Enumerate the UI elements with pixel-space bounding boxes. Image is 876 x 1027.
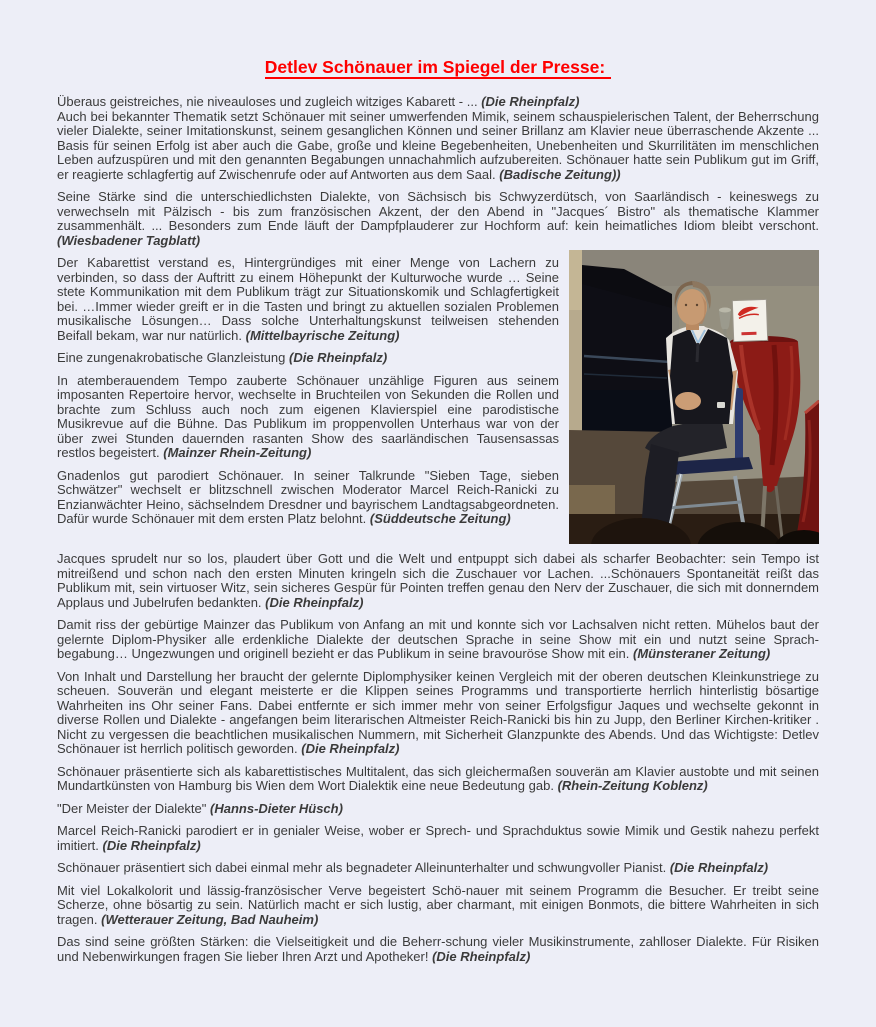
stage-photo-graphic xyxy=(569,250,819,544)
quote-text: Mit viel Lokalkolorit und lässig-französischer Verve begeistert Schö-nauer mit seinem Programm die Besucher. Er treibt seine Scherze, ohne bösartig zu sein. Natürlich macht er sich lustig, aber charmant, mit einigen Bonmots, die bittere Wahrheiten in sich tragen. xyxy=(57,882,819,927)
press-quote xyxy=(57,824,819,853)
press-quote xyxy=(57,552,819,610)
quote-text: Jacques sprudelt nur so los, plaudert über Gott und die Welt und entpuppt sich dabei als scharfer Beobachter: sein Tempo ist mitreißend und schon nach den ersten Minuten kringeln sich die Zuschauer vor Lachen. ...Schönauers Spontaneität reißt das Publikum mit, sein virtuoser Witz, sein sicheres Gespür für Pointen treffen genau den Nerv der Zuschauer, die sich mit donnerndem Applaus und Jubelrufen bedankten. xyxy=(57,551,819,610)
quote-source: (Rhein-Zeitung Koblenz) xyxy=(557,778,708,793)
quote-source: (Die Rheinpfalz) xyxy=(301,741,400,756)
quote-source: (Wiesbadener Tagblatt) xyxy=(57,232,201,248)
quote-source: (Mittelbayrische Zeitung) xyxy=(245,327,400,343)
quote-source: (Hanns-Dieter Hüsch) xyxy=(210,800,343,816)
quote-text: Marcel Reich-Ranicki parodiert er in genialer Weise, wober er Sprech- und Sprachduktus sowie Mimik und Gestik nahezu perfekt imitiert. xyxy=(57,823,819,853)
piano-silhouette xyxy=(582,265,672,432)
quote-source: (Wetterauer Zeitung, Bad Nauheim) xyxy=(101,911,319,927)
quote-text: Gnadenlos gut parodiert Schönauer. In seiner Talkrunde "Sieben Tage, sieben Schwätzer" wechselt er blitzschnell zwischen Moderator Marcel Reich-Ranicki zu Enzianwächter Heino, sächselndem Dresdner und bayrischem Landtagsabgeordneten. Dafür wurde Schönauer mit dem ersten Platz belohnt. xyxy=(57,467,559,526)
quote-source: (Süddeutsche Zeitung) xyxy=(369,511,511,526)
quote-source: (Mainzer Rhein-Zeitung) xyxy=(163,445,312,460)
quote-text: In atemberauendem Tempo zauberte Schönauer unzählige Figuren aus seinem imposanten Repertoire hervor, wechselte in Bruchteilen von Sekunden die Rollen und brachte zum Schluss auch noch zum eigenen Klavierspiel eine parodistische Musikrevue auf die Bühne. Das Publikum im proppenvollen Unterhaus war von der über zwei Stunden dauernden rasanten Show des saarländischen Tausensassas restlos begeistert. xyxy=(57,372,559,460)
page-title: Detlev Schönauer im Spiegel der Presse: xyxy=(57,56,819,78)
press-quote xyxy=(57,670,819,757)
press-quote xyxy=(57,190,819,248)
quote-source: (Die Rheinpfalz) xyxy=(432,948,531,964)
quote-source: (Die Rheinpfalz) xyxy=(289,350,388,365)
press-quote xyxy=(57,765,819,794)
quote-source: (Die Rheinpfalz) xyxy=(669,860,769,875)
quote-source: (Die Rheinpfalz) xyxy=(265,594,364,610)
sign-card xyxy=(732,299,767,341)
quote-text: Schönauer präsentierte sich als kabarettistisches Multitalent, das sich gleichermaßen souverän am Klavier austobte und mit seinen Mundartkünsten von Hamburg bis Wien dem Wort Dialektik eine neue Bedeutung gab. xyxy=(57,763,819,793)
press-quote xyxy=(57,95,819,110)
press-quote xyxy=(57,861,819,876)
press-quote xyxy=(57,618,819,662)
quote-source: (Münsteraner Zeitung) xyxy=(632,646,771,661)
quote-text: Damit riss der gebürtige Mainzer das Publikum von Anfang an mit und konnte sich vor Lachsalven nicht retten. Mühelos baut der gelernte Diplom-Physiker alle erdenkliche Dialekte der deutschen Sprache in seine Show mit ein und nutzt seine Sprach-begabung… Ungezwungen und originell bezieht er das Publikum in seine bravouröse Show mit ein. xyxy=(57,617,819,661)
press-quote xyxy=(57,884,819,928)
quote-text: Das sind seine größten Stärken: die Vielseitigkeit und die Beherr-schung vieler Musikinstrumente, zahlloser Dialekte. Für Risiken und Nebenwirkungen fragen Sie lieber Ihren Arzt und Apotheker! xyxy=(57,934,819,964)
stage-photo xyxy=(569,250,819,544)
quote-text: Schönauer präsentiert sich dabei einmal mehr als begnadeter Alleinunterhalter und schwungvoller Pianist. xyxy=(57,860,667,875)
quote-text: Eine zungenakrobatische Glanzleistung xyxy=(57,350,286,365)
quote-text: Auch bei bekannter Thematik setzt Schönauer mit seiner umwerfenden Mimik, seinem schauspielerischen Talent, der Beherrschung vieler Dialekte, seiner Imitationskunst, seinem gesanglichen Können und seiner Brillanz am Klavier neue überraschende Akzente ... Basis für seinen Erfolg ist aber auch die Gabe, große und kleine Begebenheiten, Unebenheiten und Skurrilitäten im menschlichen Leben aufzuspüren und mit den genannten Begabungen unnachahmlich aufzubereiten. Schönauer hatte sein Publikum gut im Griff, er reagierte schlagfertig auf Zwischenrufe oder auf Antworten aus dem Saal. xyxy=(57,108,819,182)
quote-text: Von Inhalt und Darstellung her braucht der gelernte Diplomphysiker keinen Vergleich mit der oberen deutschen Kleinkunstriege zu scheuen. Souverän und elegant meisterte er die Klippen seines Programms und transportierte herrlich hinterlistig bösartige Wahrheiten ins Ohr seiner Fans. Dabei entfernte er sich immer mehr von seiner Erfolgsfigur Jaques und wechselte gekonnt in diverse Rollen und Dialekte - angefangen beim literarischen Altmeister Reich-Ranicki bis hin zu Jupp, den Berliner Kirchen-kritiker . Nicht zu vergessen die beachtlichen musikalischen Nummern, mit Sicherheit Glanzpunkte des Abends. Und das Wichtigste: Detlev Schönauer ist herrlich politisch geworden. xyxy=(57,668,819,756)
quote-text: Überaus geistreiches, nie niveauloses und zugleich witziges Kabarett - ... xyxy=(57,94,478,109)
quote-text: Seine Stärke sind die unterschiedlichsten Dialekte, von Sächsisch bis Schwyzerdütsch, von Saarländisch - keineswegs zu verwechseln mit Pälzisch - bis zum französischen Akzent, der den Abend in "Jacques´ Bistro" als thematische Klammer zusammenhält. ... Besonders zum Ende läuft der Dampfplauderer zur Hochform auf: kein heimatliches Idiom bleibt verschont. xyxy=(57,189,819,233)
press-quote xyxy=(57,802,819,817)
quote-text: Der Kabarettist verstand es, Hintergründiges mit einer Menge von Lachern zu verbinden, so dass der Auftritt zu einem Höhepunkt der Kulturwoche wurde … Seine stete Kommunikation mit dem Publikum trägt zur Situationskomik und Schlagfertigkeit bei. …Immer wieder greift er in die Tasten und bringt zu aktuellen sozialen Problemen musikalische Lösungen… Dass solche Unterhaltungskunst teilweisen stehenden Beifall bekam, war nur natürlich. xyxy=(57,255,559,343)
quote-source: (Badische Zeitung)) xyxy=(499,166,621,182)
press-quote xyxy=(57,935,819,964)
quote-source: (Die Rheinpfalz) xyxy=(481,94,580,109)
quote-source: (Die Rheinpfalz) xyxy=(102,837,201,853)
quote-text: "Der Meister der Dialekte" xyxy=(57,800,207,816)
press-quote xyxy=(57,110,819,183)
